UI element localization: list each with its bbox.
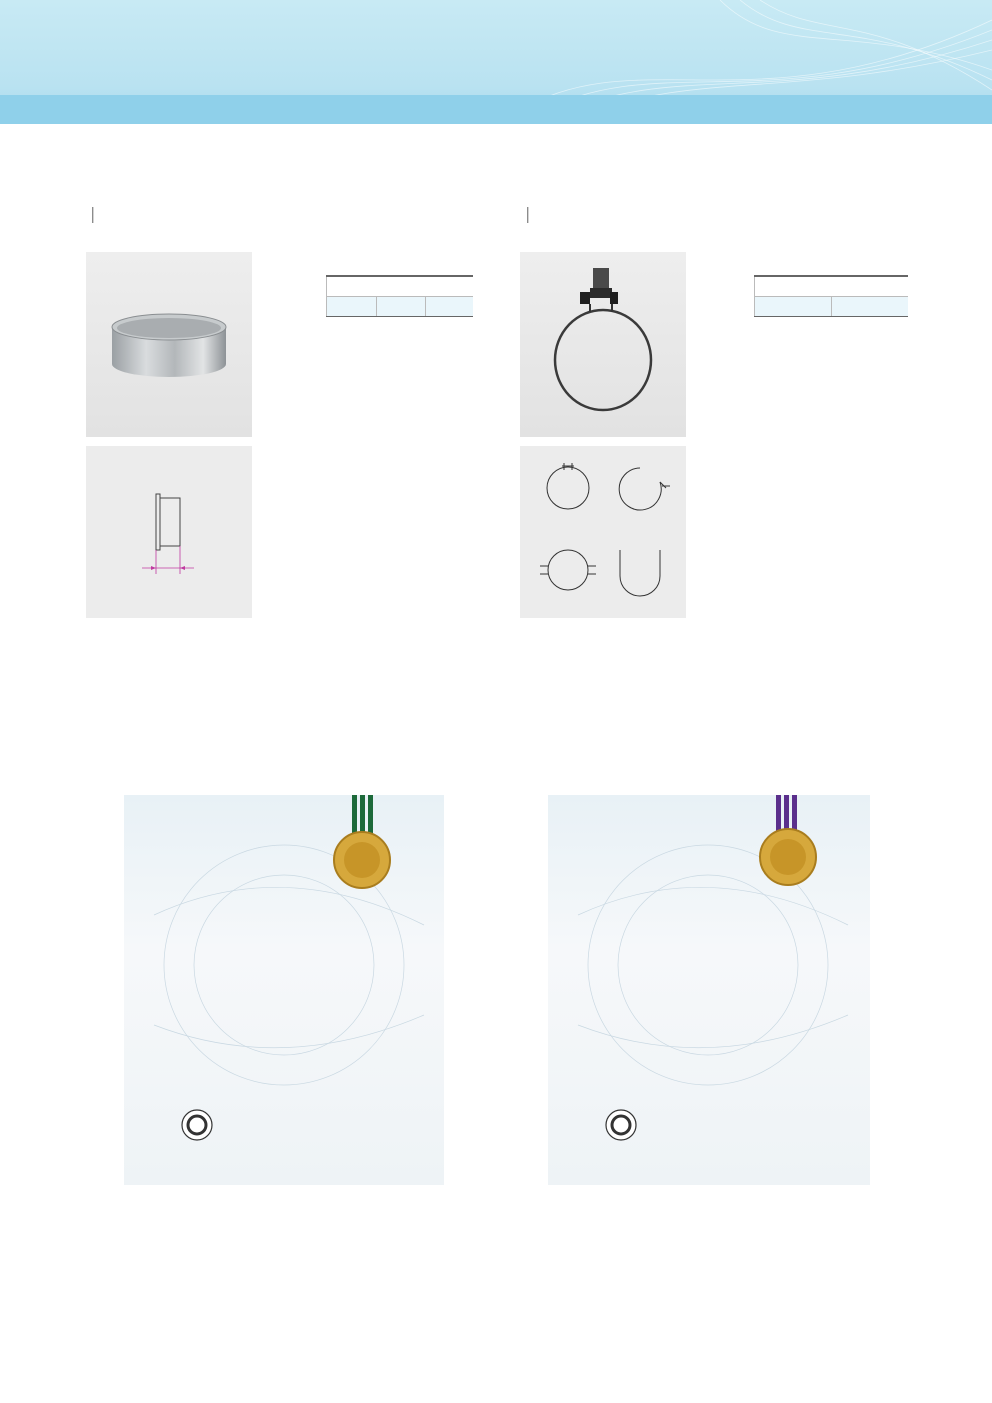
hanger-section-title: | — [525, 204, 531, 223]
page-header — [0, 0, 992, 124]
cap-col-weight — [425, 297, 473, 317]
hanger-col-thickness — [754, 297, 831, 317]
hanger-photo — [520, 252, 686, 437]
cap-drawing — [86, 446, 252, 618]
cap-col-thickness — [376, 297, 425, 317]
hanger-dimension-table — [692, 275, 908, 317]
hanger-product-image — [520, 252, 686, 437]
cap-photo — [86, 252, 252, 437]
cap-product-image — [86, 252, 252, 437]
header-band — [0, 95, 992, 124]
utility-certificate — [124, 795, 444, 1185]
hanger-col-weight — [831, 297, 908, 317]
design-cert-text — [604, 829, 824, 875]
cap-col-length — [326, 297, 376, 317]
design-certificate — [548, 795, 870, 1185]
page-footer — [912, 1308, 920, 1329]
hanger-types-drawing — [520, 446, 686, 618]
utility-cert-text — [178, 829, 398, 875]
cap-dimension-drawing — [86, 446, 252, 618]
cap-table-group-header — [326, 276, 473, 297]
hanger-types-svg — [520, 446, 686, 618]
cap-dimension-table — [260, 275, 473, 317]
cap-section-title: | — [90, 204, 96, 223]
hanger-table-group-header — [754, 276, 908, 297]
